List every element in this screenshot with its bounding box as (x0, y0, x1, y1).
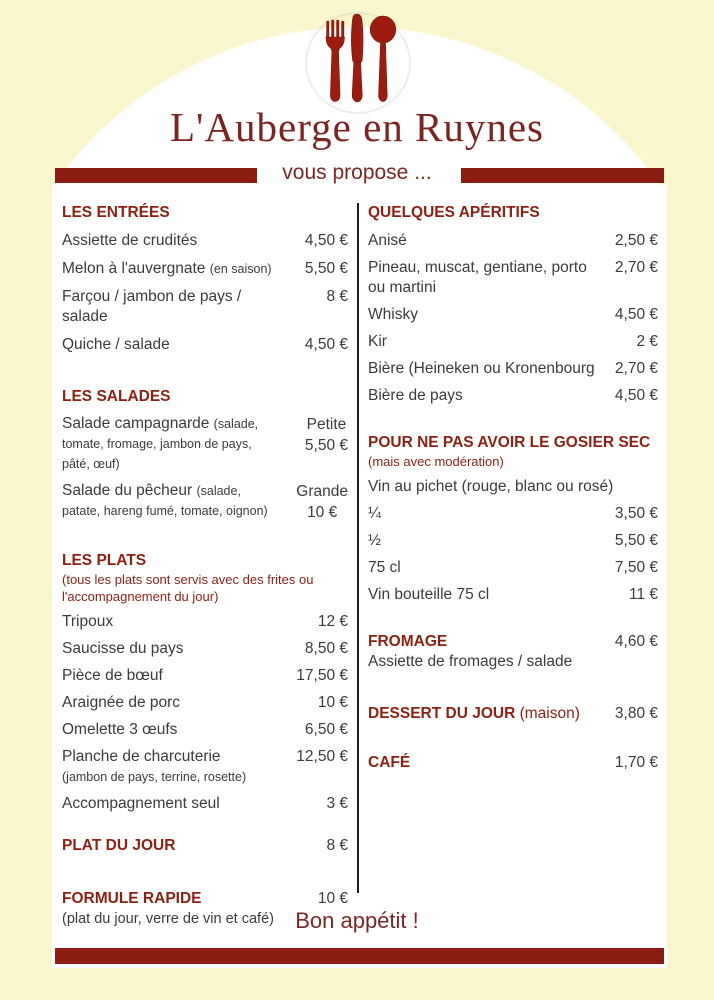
item-price: 2,50 € (614, 232, 658, 249)
item-price: 12,50 € (296, 748, 348, 765)
section-heading: LES ENTRÉES (62, 204, 170, 221)
menu-item (62, 666, 348, 686)
menu-item (62, 481, 348, 523)
item-price: 10 € (317, 890, 348, 907)
section-heading: LES PLATS (62, 552, 147, 569)
item-name: Vin au pichet (rouge, blanc ou rosé) (368, 478, 614, 495)
item-price: 6,50 € (304, 721, 348, 738)
item-price: 10 € (317, 694, 348, 711)
section-heading-row (62, 203, 348, 223)
menu-item (62, 231, 348, 251)
section-heading: FROMAGE (368, 633, 448, 650)
item-name: ¼ (368, 505, 381, 522)
item-name: Accompagnement seul (62, 795, 220, 812)
item-price: 2,70 € (614, 259, 658, 276)
menu-item (368, 332, 658, 352)
section-heading: FORMULE RAPIDE (62, 890, 202, 907)
menu-item (62, 335, 348, 355)
item-name: Kir (368, 333, 387, 350)
page-title: L'Auberge en Ruynes (169, 104, 545, 150)
item-price: 4,50 € (304, 336, 348, 353)
section-heading-row (368, 203, 658, 223)
section-heading: QUELQUES APÉRITIFS (368, 204, 540, 221)
item-name (62, 481, 282, 521)
item-note: (salade, patate, hareng fumé, tomate, oignon) (62, 484, 268, 518)
item-price: 7,50 € (614, 559, 658, 576)
section-heading-row (62, 551, 348, 571)
menu-item (368, 504, 658, 524)
section-heading-text: DESSERT DU JOUR (368, 705, 516, 722)
item-name-text: Salade campagnarde (62, 415, 210, 432)
menu-item (368, 558, 658, 578)
left-column (62, 203, 348, 928)
subtitle: vous propose ... (282, 161, 432, 184)
menu-item (368, 305, 658, 325)
item-name: Quiche / salade (62, 336, 170, 353)
size-label: Petite (306, 416, 347, 433)
item-name: Bière de pays (368, 387, 463, 404)
item-name: 75 cl (368, 559, 401, 576)
fork-knife-spoon-icon (312, 13, 402, 108)
item-name (62, 414, 282, 474)
menu-item (62, 287, 348, 327)
item-name-text: Planche de charcuterie (62, 748, 221, 765)
menu-item (368, 652, 658, 672)
item-price: 1,70 € (614, 754, 658, 771)
item-name: Pièce de bœuf (62, 667, 163, 684)
footer-text: Bon appétit ! (295, 908, 419, 933)
item-name-text: Melon à l'auvergnate (62, 260, 206, 277)
item-price: 11 € (628, 586, 658, 603)
section-heading-row (62, 387, 348, 407)
section-heading: PLAT DU JOUR (62, 837, 176, 854)
item-name: Saucisse du pays (62, 640, 184, 657)
section-heading-row (368, 704, 658, 724)
menu-item (62, 720, 348, 740)
item-price: 8 € (326, 288, 348, 305)
item-name: Anisé (368, 232, 407, 249)
section-heading: CAFÉ (368, 754, 411, 771)
item-price: 4,50 € (304, 232, 348, 249)
menu-item (62, 794, 348, 814)
section-heading (368, 704, 580, 724)
item-name: Omelette 3 œufs (62, 721, 178, 738)
menu-item (368, 531, 658, 551)
item-price: 17,50 € (296, 667, 348, 684)
item-price: 5,50 € (614, 532, 658, 549)
item-name: Tripoux (62, 613, 114, 630)
item-price: 12 € (317, 613, 348, 630)
menu-item (62, 693, 348, 713)
item-name: Pineau, muscat, gentiane, porto ou martini (368, 259, 587, 296)
section-heading-row (368, 753, 658, 773)
item-name: ½ (368, 532, 381, 549)
item-name: Assiette de crudités (62, 232, 198, 249)
item-note: (salade, tomate, fromage, jambon de pays, pâté, œuf) (62, 417, 259, 471)
item-name: Araignée de porc (62, 694, 181, 711)
item-price: 2,70 € (614, 360, 658, 377)
item-price: 4,60 € (614, 633, 658, 650)
item-price: 3 € (326, 795, 348, 812)
section-heading-row (62, 836, 348, 856)
menu-item (368, 258, 658, 298)
section-heading-suffix: (maison) (519, 705, 580, 722)
menu-item (62, 414, 348, 474)
menu-item (62, 259, 348, 279)
item-name (62, 747, 288, 787)
item-name: Bière (Heineken ou Kronenbourg (368, 360, 595, 377)
item-name: Assiette de fromages / salade (368, 653, 573, 670)
section-note: (plat du jour, verre de vin et café) (62, 911, 274, 927)
size-label: Grande (296, 483, 348, 500)
menu-item (62, 639, 348, 659)
item-price-block (305, 414, 348, 456)
item-price: 5,50 € (304, 437, 348, 454)
item-price: 3,80 € (614, 705, 658, 722)
bottom-divider-bar (55, 948, 664, 964)
item-note: (en saison) (209, 262, 272, 276)
menu-item (62, 747, 348, 787)
item-price: 5,50 € (304, 260, 348, 277)
item-price-block (296, 481, 348, 523)
right-column (368, 203, 658, 773)
menu-item (368, 359, 658, 379)
item-price: 10 € (307, 504, 338, 521)
section-heading-row (62, 889, 348, 909)
section-note: (mais avec modération) (368, 454, 504, 469)
section-heading: LES SALADES (62, 388, 171, 405)
item-name (62, 259, 288, 279)
section-heading-row (368, 433, 658, 453)
menu-item (368, 585, 658, 605)
item-name: Farçou / jambon de pays / salade (62, 288, 242, 325)
item-name: Whisky (368, 306, 418, 323)
menu-item (368, 386, 658, 406)
item-price: 3,50 € (614, 505, 658, 522)
section-heading-row (368, 632, 658, 652)
item-name-text: Salade du pêcheur (62, 482, 193, 499)
item-price: 8,50 € (304, 640, 348, 657)
item-price: 8 € (326, 837, 348, 854)
menu-item (62, 612, 348, 632)
item-note: (jambon de pays, terrine, rosette) (62, 770, 247, 784)
menu-item (368, 231, 658, 251)
item-price: 2 € (636, 333, 658, 350)
item-name: Vin bouteille 75 cl (368, 586, 490, 603)
menu-item (368, 477, 658, 497)
item-price: 4,50 € (614, 306, 658, 323)
section-heading: POUR NE PAS AVOIR LE GOSIER SEC (368, 434, 651, 451)
top-divider-bar-right (461, 168, 664, 183)
section-note: (tous les plats sont servis avec des frites ou l'accompagnement du jour) (62, 572, 314, 604)
item-price: 4,50 € (614, 387, 658, 404)
column-divider (357, 203, 359, 893)
